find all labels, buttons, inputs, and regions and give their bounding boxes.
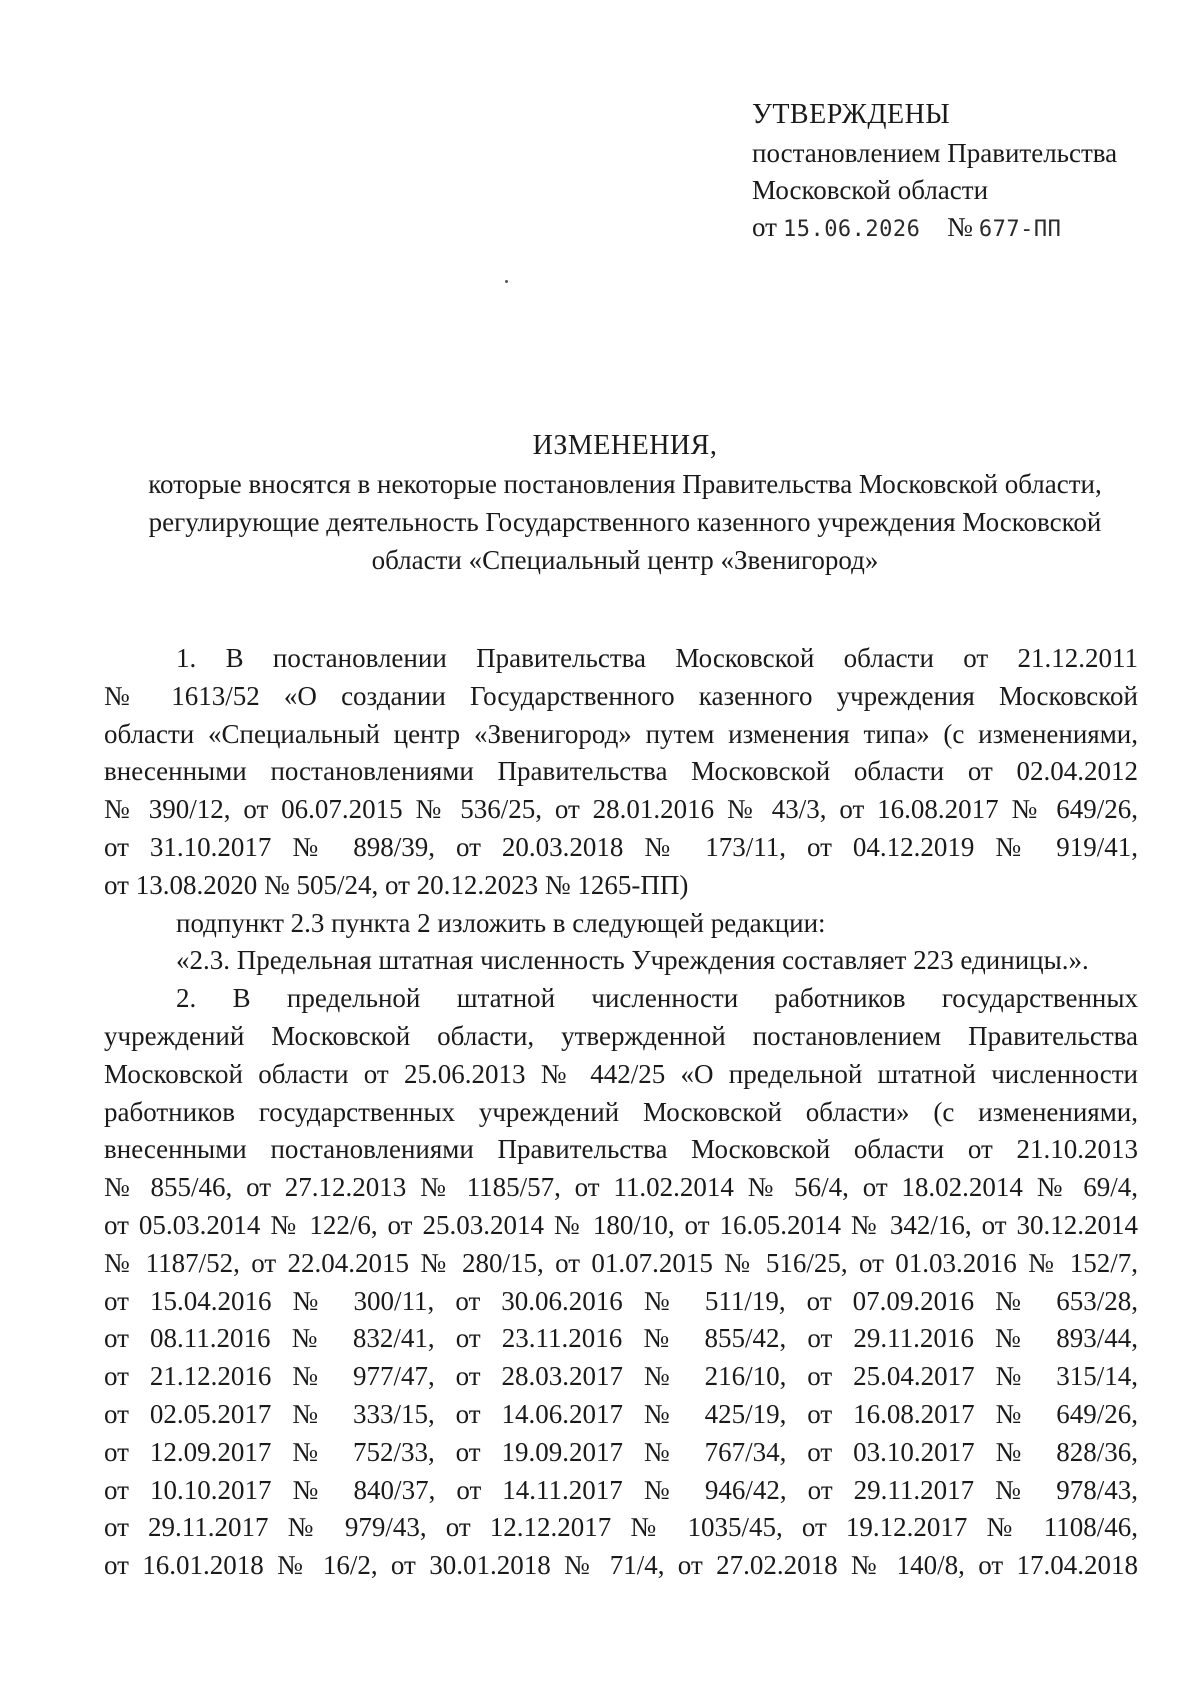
approval-date: 15.06.2026 <box>782 217 921 242</box>
paragraph-4 <box>104 980 1138 1585</box>
text-line: 1. В постановлении Правительства Московской области от 21.12.2011 <box>176 643 1138 673</box>
date-prefix: от <box>752 212 777 242</box>
text-line: от 10.10.2017 № 840/37, от 14.11.2017 № 946/42, от 29.11.2017 № 978/43, <box>104 1474 1138 1505</box>
title-subline-1: которые вносятся в некоторые постановления Правительства Московской области, <box>148 469 1102 499</box>
text-line: № 1613/52 «О создании Государственного казенного учреждения Московской <box>104 680 1138 711</box>
text-line: внесенными постановлениями Правительства Московской области от 21.10.2013 <box>104 1134 1138 1165</box>
text-line: № 1187/52, от 22.04.2015 № 280/15, от 01.07.2015 № 516/25, от 01.03.2016 № 152/7, <box>104 1247 1138 1278</box>
text-line: № 855/46, от 27.12.2013 № 1185/57, от 11.02.2014 № 56/4, от 18.02.2014 № 69/4, <box>104 1172 1138 1203</box>
text-line: Московской области от 25.06.2013 № 442/25 «О предельной штатной численности <box>104 1058 1138 1089</box>
text-line: от 15.04.2016 № 300/11, от 30.06.2016 № 511/19, от 07.09.2016 № 653/28, <box>104 1285 1138 1316</box>
text-line: внесенными постановлениями Правительства Московской области от 02.04.2012 <box>104 756 1138 787</box>
paragraph-1 <box>104 640 1138 905</box>
text-line: от 08.11.2016 № 832/41, от 23.11.2016 № 855/42, от 29.11.2016 № 893/44, <box>104 1323 1138 1354</box>
text-line: учреждений Московской области, утвержденной постановлением Правительства <box>104 1020 1138 1051</box>
text-line: от 21.12.2016 № 977/47, от 28.03.2017 № 216/10, от 25.04.2017 № 315/14, <box>104 1361 1138 1392</box>
text-line: от 12.09.2017 № 752/33, от 19.09.2017 № 767/34, от 03.10.2017 № 828/36, <box>104 1436 1138 1467</box>
paragraph-2: подпункт 2.3 пункта 2 изложить в следующей редакции: <box>176 907 826 938</box>
paragraph-3: «2.3. Предельная штатная численность Учреждения составляет 223 единицы.». <box>176 945 1089 976</box>
scan-speck <box>505 280 508 283</box>
text-line: от 02.05.2017 № 333/15, от 14.06.2017 № 425/19, от 16.08.2017 № 649/26, <box>104 1398 1138 1429</box>
text-line: № 390/12, от 06.07.2015 № 536/25, от 28.01.2016 № 43/3, от 16.08.2017 № 649/26, <box>104 794 1138 825</box>
title-subline-3: области «Специальный центр «Звенигород» <box>371 545 879 575</box>
approval-heading: УТВЕРЖДЕНЫ <box>752 99 951 130</box>
approval-stamp-block <box>752 96 1117 248</box>
document-title: ИЗМЕНЕНИЯ, <box>532 430 718 461</box>
title-subline-2: регулирующие деятельность Государственного казенного учреждения Московской <box>148 507 1102 537</box>
text-line: работников государственных учреждений Московской области» (с изменениями, <box>104 1096 1138 1127</box>
approval-line-1: постановлением Правительства <box>752 138 1118 168</box>
text-line: от 31.10.2017 № 898/39, от 20.03.2018 № 173/11, от 04.12.2019 № 919/41, <box>104 831 1138 862</box>
text-line: от 29.11.2017 № 979/43, от 12.12.2017 № 1035/45, от 19.12.2017 № 1108/46, <box>104 1512 1138 1543</box>
approval-number: 677-ПП <box>978 217 1062 242</box>
title-block <box>110 427 1140 579</box>
approval-line-2: Московской области <box>752 175 989 205</box>
approval-date-number-line <box>752 209 1117 248</box>
text-line: области «Специальный центр «Звенигород» путем изменения типа» (с изменениями, <box>104 718 1138 749</box>
text-line: от 13.08.2020 № 505/24, от 20.12.2023 № 1265-ПП) <box>104 869 689 900</box>
text-line: от 05.03.2014 № 122/6, от 25.03.2014 № 180/10, от 16.05.2014 № 342/16, от 30.12.2014 <box>104 1209 1138 1240</box>
number-prefix: № <box>947 212 973 242</box>
document-body <box>104 640 1138 1585</box>
text-line: 2. В предельной штатной численности работников государственных <box>176 983 1138 1014</box>
text-line: от 16.01.2018 № 16/2, от 30.01.2018 № 71/4, от 27.02.2018 № 140/8, от 17.04.2018 <box>104 1550 1138 1581</box>
